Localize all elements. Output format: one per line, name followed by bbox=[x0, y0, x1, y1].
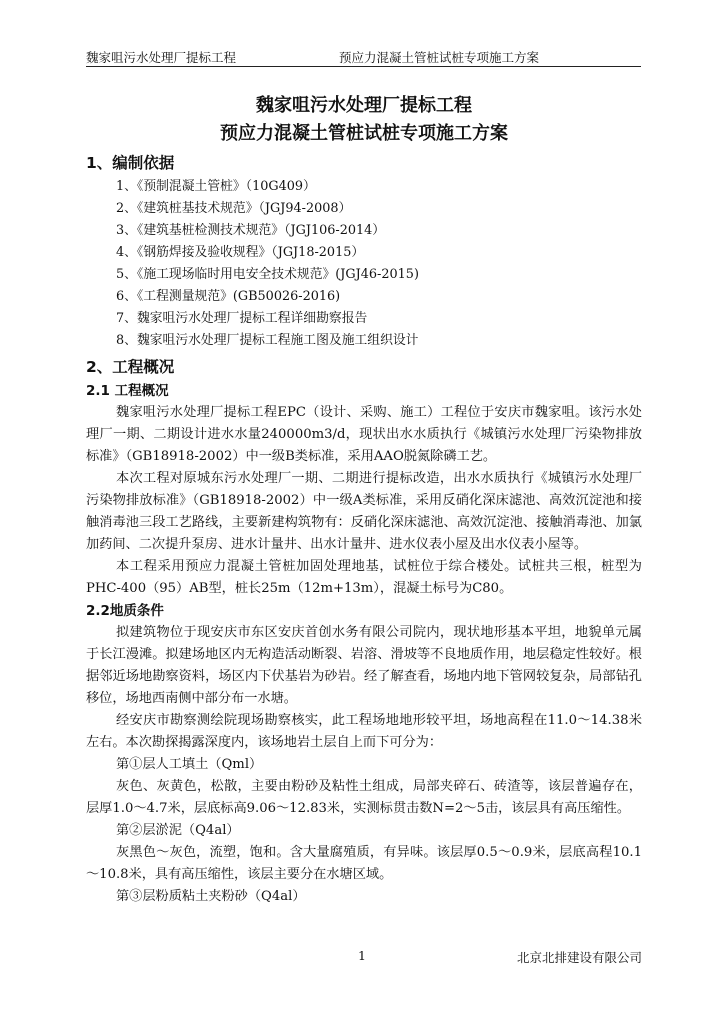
reference-item: 7、魏家咀污水处理厂提标工程详细勘察报告 bbox=[116, 311, 368, 326]
subsection-heading-geology: 2.2地质条件 bbox=[86, 603, 164, 619]
reference-item: 4、《钢筋焊接及验收规程》（JGJ18-2015） bbox=[116, 245, 365, 260]
reference-item: 6、《工程测量规范》(GB50026-2016) bbox=[116, 289, 341, 304]
footer-company: 北京北排建设有限公司 bbox=[516, 950, 642, 965]
layer-heading: 第②层淤泥（Q4al） bbox=[116, 823, 240, 838]
page-footer bbox=[86, 948, 642, 968]
layer-heading: 第①层人工填土（Qml） bbox=[116, 757, 263, 772]
reference-list bbox=[86, 176, 642, 352]
reference-item: 1、《预制混凝土管桩》（10G409） bbox=[116, 179, 316, 194]
doc-title-line2: 预应力混凝土管桩试桩专项施工方案 bbox=[220, 123, 508, 144]
document-body bbox=[86, 92, 642, 908]
reference-item: 5、《施工现场临时用电安全技术规范》(JGJ46-2015) bbox=[116, 267, 419, 282]
layer-heading: 第③层粉质粘土夹粉砂（Q4al） bbox=[116, 889, 306, 904]
paragraph: 经安庆市勘察测绘院现场勘察核实，此工程场地地形较平坦，场地高程在11.0～14.38米左右。本次勘探揭露深度内，该场地岩土层自上而下可分为： bbox=[86, 713, 642, 750]
section-heading-basis: 1、编制依据 bbox=[86, 154, 175, 172]
reference-item: 2、《建筑桩基技术规范》（JGJ94-2008） bbox=[116, 201, 352, 216]
subsection-heading-overview: 2.1 工程概况 bbox=[86, 383, 169, 399]
paragraph: 拟建筑物位于现安庆市东区安庆首创水务有限公司院内，现状地形基本平坦，地貌单元属于长江漫滩。拟建场地区内无构造活动断裂、岩溶、滑坡等不良地质作用，地层稳定性较好。根据邻近场地勘察资料，场区内下伏基岩为砂岩。经了解查看，场地内地下管网较复杂，局部钻孔移位，场地西南侧中部分布一水塘。 bbox=[86, 625, 642, 706]
paragraph: 魏家咀污水处理厂提标工程EPC（设计、采购、施工）工程位于安庆市魏家咀。该污水处理厂一期、二期设计进水水量240000m3/d，现状出水水质执行《城镇污水处理厂污染物排放标准》（GB18918-2002）中一级B类标准，采用AAO脱氮除磷工艺。 bbox=[86, 405, 642, 464]
paragraph: 灰色、灰黄色，松散，主要由粉砂及粘性土组成，局部夹碎石、砖渣等，该层普遍存在，层厚1.0～4.7米，层底标高9.06～12.83米，实测标贯击数N=2～5击，该层具有高压缩性。 bbox=[86, 779, 642, 816]
header-document-title: 预应力混凝土管桩试桩专项施工方案 bbox=[339, 50, 540, 65]
header-project-name: 魏家咀污水处理厂提标工程 bbox=[86, 50, 237, 65]
paragraph: 本工程采用预应力混凝土管桩加固处理地基，试桩位于综合楼处。试桩共三根，桩型为PHC-400（95）AB型，桩长25m（12m+13m），混凝土标号为C80。 bbox=[86, 559, 642, 596]
paragraph: 本次工程对原城东污水处理厂一期、二期进行提标改造，出水水质执行《城镇污水处理厂污染物排放标准》（GB18918-2002）中一级A类标准，采用反硝化深床滤池、高效沉淀池和接触消毒池三段工艺路线，主要新建构筑物有：反硝化深床滤池、高效沉淀池、接触消毒池、加氯加药间、二次提升泵房、进水计量井、出水计量井、进水仪表小屋及出水仪表小屋等。 bbox=[86, 471, 642, 552]
section-heading-overview: 2、工程概况 bbox=[86, 358, 175, 376]
page-header bbox=[86, 44, 641, 67]
paragraph: 灰黑色～灰色，流塑，饱和。含大量腐殖质，有异味。该层厚0.5～0.9米，层底高程10.1～10.8米，具有高压缩性，该层主要分在水塘区域。 bbox=[86, 845, 642, 882]
doc-title-line1: 魏家咀污水处理厂提标工程 bbox=[256, 95, 472, 116]
reference-item: 8、魏家咀污水处理厂提标工程施工图及施工组织设计 bbox=[116, 333, 419, 348]
reference-item: 3、《建筑基桩检测技术规范》（JGJ106-2014） bbox=[116, 223, 386, 238]
page-number: 1 bbox=[358, 948, 366, 963]
